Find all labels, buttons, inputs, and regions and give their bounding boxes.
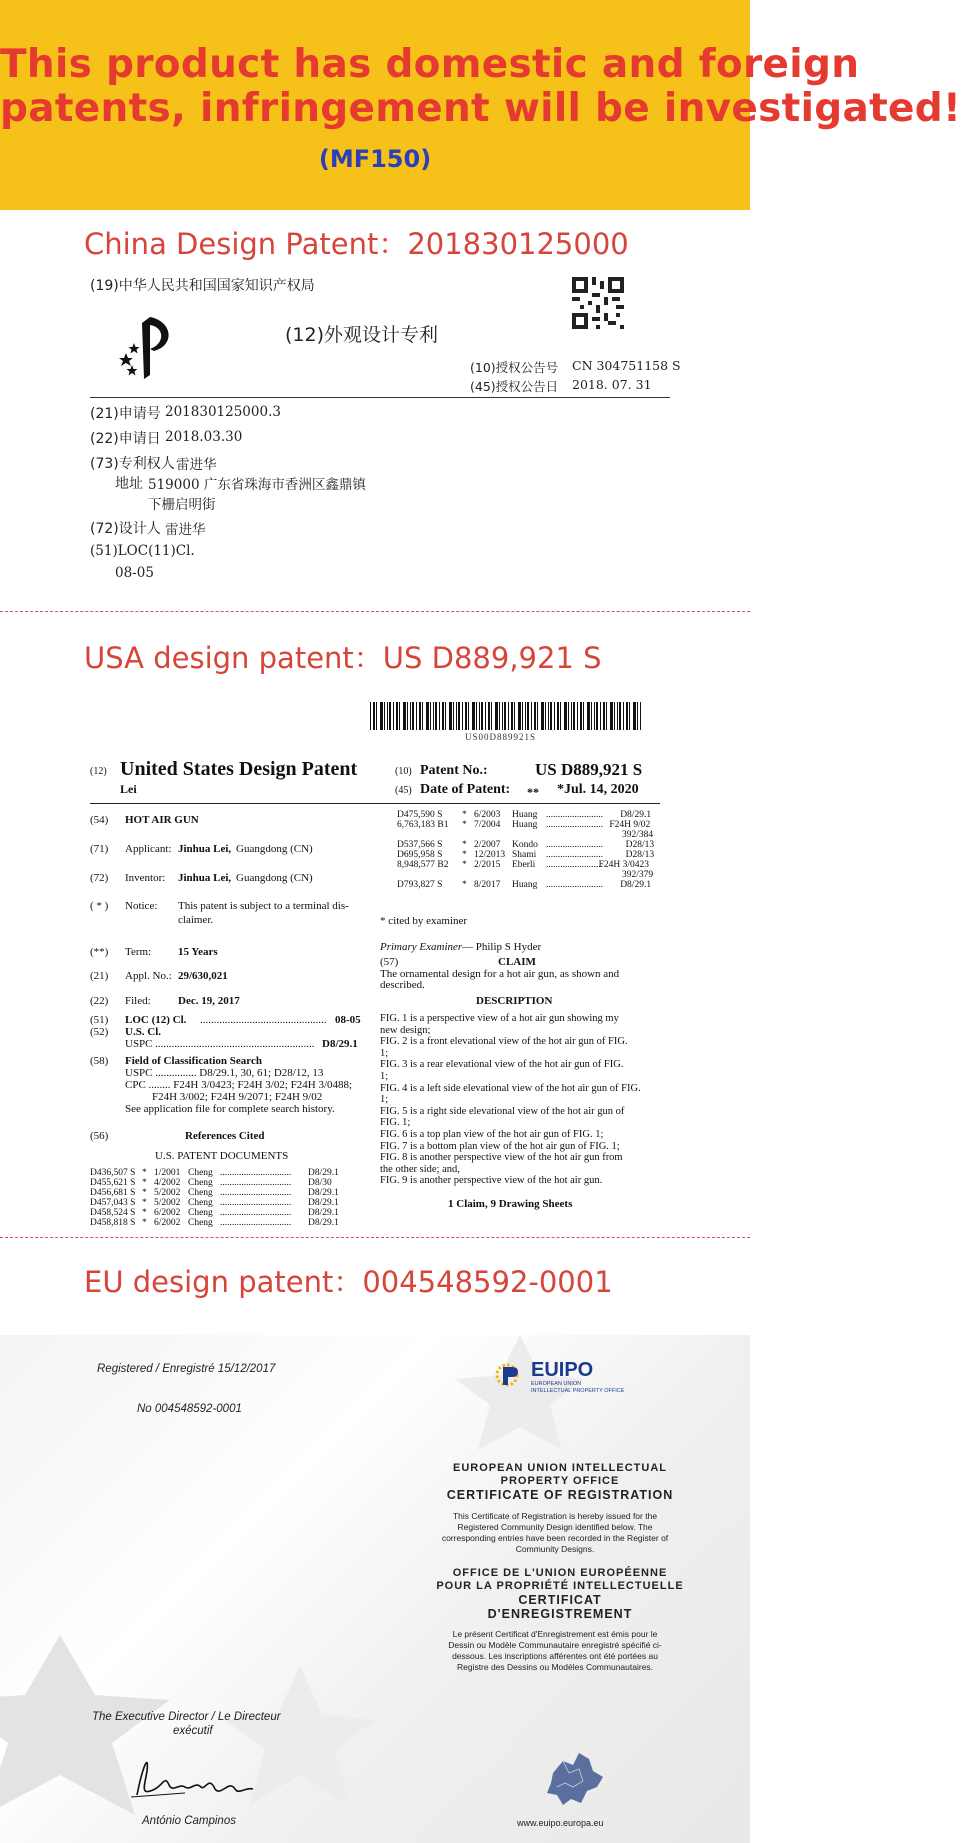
- ref-class: D8/29.1: [308, 1218, 339, 1228]
- cited-note: * cited by examiner: [380, 915, 468, 927]
- patentee-label: (73)专利权人: [90, 456, 175, 472]
- description-line: 1;: [380, 1094, 389, 1106]
- ref-name: Eberli: [512, 860, 536, 870]
- ref-leader: ........................: [546, 860, 603, 870]
- warning-banner: [0, 0, 961, 210]
- uspc-value: D8/29.1: [322, 1038, 358, 1050]
- ref-star: *: [142, 1178, 147, 1188]
- term-label: Term:: [125, 946, 152, 958]
- term-value: 15 Years: [178, 946, 218, 958]
- ref-class: F24H 9/02: [609, 820, 651, 830]
- china-doc-type: (12)外观设计专利: [285, 324, 439, 346]
- ref-number: D793,827 S: [397, 880, 443, 890]
- en-body: This Certificate of Registration is hereby issued for the Registered Community Design identified below. The corresponding entries have been recorded in the Register of Community Designs.: [441, 1511, 669, 1554]
- description-line: FIG. 1 is a perspective view of a hot air gun showing my: [380, 1013, 619, 1024]
- date-value: *Jul. 14, 2020: [557, 782, 639, 797]
- usa-section-title: USA design patent：US D889,921 S: [84, 641, 602, 675]
- eu-certificate: [0, 1335, 750, 1843]
- ref-name: Huang: [512, 810, 538, 820]
- ref-class: D28/13: [625, 850, 655, 860]
- notice-label: Notice:: [125, 900, 158, 912]
- inventor-location: Guangdong (CN): [236, 872, 313, 884]
- field-code: (21): [90, 970, 109, 982]
- field-code: (**): [90, 946, 109, 958]
- ref-leader: ..............................: [220, 1198, 292, 1208]
- ref-leader: ........................: [546, 880, 603, 890]
- notice-text: This patent is subject to a terminal dis-: [178, 900, 349, 912]
- description-line: FIG. 7 is a bottom plan view of the hot air gun of FIG. 1;: [380, 1140, 620, 1152]
- ref-leader: ..............................: [220, 1188, 292, 1198]
- director-title-2: exécutif: [173, 1725, 213, 1737]
- appl-no-label: Appl. No.:: [125, 970, 172, 982]
- designer: 雷进华: [165, 522, 206, 538]
- ref-name: Cheng: [188, 1178, 213, 1188]
- claim-text: described.: [380, 979, 425, 991]
- ref-date: 5/2002: [154, 1188, 181, 1198]
- euipo-wordmark: EUIPO: [531, 1359, 594, 1381]
- inventor-label: Inventor:: [125, 872, 166, 884]
- ref-number: D458,524 S: [90, 1208, 136, 1218]
- ref-number: D695,958 S: [397, 850, 443, 860]
- ref-date: 1/2001: [154, 1168, 181, 1178]
- field-code: (22): [90, 995, 109, 1007]
- ref-star: *: [462, 850, 467, 860]
- field-code: (58): [90, 1055, 109, 1067]
- director-title-1: The Executive Director / Le Directeur: [92, 1711, 281, 1723]
- ref-date: 2/2015: [474, 860, 501, 870]
- applicant-name: Jinhua Lei,: [178, 843, 232, 855]
- ref-class: D8/29.1: [308, 1168, 339, 1178]
- ref-star: *: [142, 1198, 147, 1208]
- eu-map-icon: [533, 1743, 613, 1813]
- description-line: 1;: [380, 1047, 389, 1059]
- ref-leader: ..............................: [220, 1168, 292, 1178]
- ref-date: 5/2002: [154, 1198, 181, 1208]
- section-divider: [0, 1237, 750, 1238]
- cnipa-logo-icon: [120, 315, 178, 381]
- ref-number: D457,043 S: [90, 1198, 136, 1208]
- ref-name: Cheng: [188, 1218, 213, 1228]
- ref-class: D8/30: [308, 1178, 332, 1188]
- ref-name: Cheng: [188, 1198, 213, 1208]
- ref-class: D8/29.1: [620, 810, 652, 820]
- ref-class-sub: 392/379: [622, 870, 654, 880]
- address-line-2: 下栅启明街: [148, 497, 216, 513]
- kind-code: (12): [90, 766, 107, 777]
- ref-date: 4/2002: [154, 1178, 181, 1188]
- patent-no: US D889,921 S: [535, 760, 643, 779]
- ref-name: Cheng: [188, 1168, 213, 1178]
- description-line: FIG. 1;: [380, 1117, 411, 1129]
- barcode-number: US00D889921S: [465, 732, 537, 742]
- inventor-name: Jinhua Lei,: [178, 872, 232, 884]
- field-search-label: Field of Classification Search: [125, 1055, 262, 1067]
- date-marker: **: [527, 785, 539, 799]
- loc-label: (51)LOC(11)Cl.: [90, 543, 195, 559]
- description-line: FIG. 9 is another perspective view of the hot air gun.: [380, 1175, 603, 1187]
- en-heading-2: PROPERTY OFFICE: [500, 1475, 620, 1487]
- ref-number: 8,948,577 B2: [397, 860, 449, 870]
- inventor-short: Lei: [120, 782, 137, 796]
- description-line: FIG. 8 is another perspective view of the hot air gun from: [380, 1152, 623, 1164]
- euipo-website: www.euipo.europa.eu: [517, 1818, 604, 1828]
- banner-line-1: This product has domestic and foreign: [0, 42, 860, 87]
- field-search-line: F24H 3/002; F24H 9/2071; F24H 9/02: [152, 1091, 323, 1103]
- description-heading: DESCRIPTION: [476, 995, 553, 1007]
- ref-number: D537,566 S: [397, 840, 443, 850]
- ref-star: *: [462, 820, 467, 830]
- ref-date: 8/2017: [474, 880, 501, 890]
- description-line: 1;: [380, 1071, 389, 1082]
- euipo-sub-2: INTELLECTUAL PROPERTY OFFICE: [531, 1388, 625, 1394]
- loc-value: 08-05: [115, 565, 154, 581]
- ref-date: 12/2013: [474, 850, 506, 860]
- euipo-logo: [493, 1357, 653, 1397]
- app-no: 201830125000.3: [165, 404, 281, 420]
- signature-icon: [125, 1745, 265, 1805]
- app-date: 2018.03.30: [165, 429, 243, 445]
- grant-date-label: (45)授权公告日: [470, 379, 559, 394]
- document-title: United States Design Patent: [120, 758, 358, 780]
- patent-no-code: (10): [395, 766, 412, 777]
- loc-value: 08-05: [335, 1014, 361, 1026]
- usa-patent-document: US00D889921S (12) United States Design Patent Lei (10) Patent No.: US D889,921 S (45) Date of Patent: ** *Jul. 14, 2020 (54) HOT AIR GUN (71) Applicant: Jinhua Lei, Guangdong (CN) (72) Inventor: Jinhua Lei, Guangdong (CN) ( * ) Notice: This patent is subject to a terminal dis- claimer. (**) Term: 15 Years (21) Appl. No.: 29/630,021 (22) Filed: Dec. 19, 2017 (51) LOC (12) Cl. .............................................. 08-05 (52) U.S. Cl. USPC .......................................................... D8/29.1 (58) Field of Classification Search USPC ............... D8/29.1, 30, 61; D28/12, 13 CPC ........ F24H 3/0423; F24H 3/02; F24H 3/0488; F24H 3/002; F24H 9/2071; F24H 9/02 See application file for complete search history. (56) References Cited U.S. PATENT DOCUMENTS D436,507 S * 1/2001 Cheng .............................. D8/29.1 D455,621 S * 4/2002 Cheng .............................. D8/30 D456,681 S * 5/2002 Cheng .............................. D8/29.1 D457,043 S * 5/2002 Cheng .............................. D8/29.1 D458,524 S * 6/2002 Cheng .............................. D8/29.1 D458,818 S * 6/2002 Cheng .............................. D8/29.1 D475,590 S * 6/2003 Huang ........................ D8/29.1 6,763,183 B1 * 7/2004 Huang ........................ F24H 9/02 392/384 D537,566 S * 2/2007 Kondo ........................ D28/13 D695,958 S * 12/2013 Shami ........................ D28/13 8,948,577 B2 * 2/2015 Eberli ........................ F24H 3/0423 392/379 D793,827 S * 8/2017 Huang ........................ D8/29.1 * cited by examiner Primary Examiner — Philip S Hyder (57) CLAIM The ornamental design for a hot air gun, as shown and described. DESCRIPTION FIG. 1 is a perspective view of a hot air gun showing my new design; FIG. 2 is a front elevational view of the hot air gun of FIG. 1; FIG. 3 is a rear elevational view of the hot air gun of FIG. 1; FIG. 4 is a left side elevational view of the hot air gun of FIG. 1; FIG. 5 is a right side elevational view of the hot air gun of FIG. 1; FIG. 6 is a top plan view of the hot air gun of FIG. 1; FIG. 7 is a bottom plan view of the hot air gun of FIG. 1; FIG. 8 is another perspective view of the hot air gun from the other side; and, FIG. 9 is another perspective view of the hot air gun. 1 Claim, 9 Drawing Sheets: [90, 690, 660, 1210]
- en-heading-1: EUROPEAN UNION INTELLECTUAL: [453, 1462, 667, 1474]
- euipo-emblem-icon: [493, 1359, 523, 1393]
- ref-name: Kondo: [512, 840, 538, 850]
- ref-name: Huang: [512, 820, 538, 830]
- ref-star: *: [462, 840, 467, 850]
- date-code: (45): [395, 785, 412, 796]
- signatory-name: António Campinos: [142, 1815, 236, 1827]
- ref-name: Huang: [512, 880, 538, 890]
- field-search-line: See application file for complete search history.: [125, 1103, 335, 1115]
- section-divider: [0, 611, 750, 612]
- header-rule: [90, 803, 660, 804]
- description-line: FIG. 4 is a left side elevational view of the hot air gun of FIG.: [380, 1082, 641, 1094]
- qr-code-icon: [572, 277, 624, 329]
- ref-leader: ........................: [546, 850, 603, 860]
- ref-star: *: [462, 860, 467, 870]
- ref-date: 7/2004: [474, 820, 501, 830]
- ref-star: *: [142, 1218, 147, 1228]
- appl-no: 29/630,021: [178, 970, 228, 982]
- ref-class: F24H 3/0423: [598, 860, 650, 870]
- fr-heading-3: CERTIFICAT: [518, 1593, 602, 1607]
- us-docs-heading: U.S. PATENT DOCUMENTS: [155, 1150, 289, 1162]
- applicant-label: Applicant:: [125, 843, 172, 855]
- ref-class: D8/29.1: [308, 1198, 339, 1208]
- ref-class-sub: 392/384: [622, 830, 654, 840]
- applicant-location: Guangdong (CN): [236, 843, 313, 855]
- ref-name: Shami: [512, 850, 537, 860]
- ref-star: *: [142, 1188, 147, 1198]
- notice-text: claimer.: [178, 914, 214, 926]
- description-line: FIG. 3 is a rear elevational view of the hot air gun of FIG.: [380, 1059, 624, 1071]
- barcode-icon: [370, 702, 645, 730]
- en-heading-3: CERTIFICATE OF REGISTRATION: [446, 1488, 674, 1502]
- ref-name: Cheng: [188, 1188, 213, 1198]
- ref-number: D475,590 S: [397, 810, 443, 820]
- ref-number: D436,507 S: [90, 1168, 136, 1178]
- claims-summary: 1 Claim, 9 Drawing Sheets: [448, 1198, 573, 1210]
- field-search-line: USPC ............... D8/29.1, 30, 61; D28/12, 13: [125, 1067, 324, 1079]
- examiner-label: Primary Examiner: [380, 941, 463, 953]
- grant-no: CN 304751158 S: [572, 358, 681, 373]
- ref-class: D8/29.1: [308, 1188, 339, 1198]
- fr-heading-4: D'ENREGISTREMENT: [487, 1607, 633, 1621]
- claim-heading: CLAIM: [498, 956, 536, 968]
- app-date-label: (22)申请日: [90, 431, 161, 447]
- address-line-1: 519000 广东省珠海市香洲区鑫鼎镇: [148, 477, 366, 493]
- ref-name: Cheng: [188, 1208, 213, 1218]
- ref-number: D455,621 S: [90, 1178, 136, 1188]
- fr-heading-2: POUR LA PROPRIÉTÉ INTELLECTUELLE: [436, 1580, 684, 1592]
- field-code: (56): [90, 1130, 109, 1142]
- field-code: (51): [90, 1014, 109, 1026]
- field-code: ( * ): [90, 900, 109, 912]
- ref-star: *: [462, 810, 467, 820]
- ref-class: D28/13: [625, 840, 655, 850]
- ref-date: 6/2003: [474, 810, 501, 820]
- grant-no-label: (10)授权公告号: [470, 360, 559, 375]
- field-code: (71): [90, 843, 109, 855]
- uspc-label: USPC: [125, 1038, 153, 1050]
- field-search-line: CPC ........ F24H 3/0423; F24H 3/02; F24H 3/0488;: [125, 1079, 353, 1091]
- ref-star: *: [462, 880, 467, 890]
- filed-date: Dec. 19, 2017: [178, 995, 240, 1007]
- ref-number: 6,763,183 B1: [397, 820, 449, 830]
- grant-date: 2018. 07. 31: [572, 377, 652, 392]
- title-field: HOT AIR GUN: [125, 814, 199, 826]
- china-rule: [90, 397, 670, 398]
- ref-date: 6/2002: [154, 1208, 181, 1218]
- patent-no-label: Patent No.:: [420, 763, 488, 778]
- ref-date: 2/2007: [474, 840, 501, 850]
- loc-label: LOC (12) Cl.: [125, 1014, 187, 1026]
- description-line: FIG. 2 is a front elevational view of the hot air gun of FIG.: [380, 1036, 628, 1048]
- ref-leader: ........................: [546, 840, 603, 850]
- ref-leader: ........................: [546, 820, 603, 830]
- ref-star: *: [142, 1168, 147, 1178]
- description-line: the other side; and,: [380, 1163, 460, 1175]
- ref-number: D456,681 S: [90, 1188, 136, 1198]
- ref-date: 6/2002: [154, 1218, 181, 1228]
- euipo-sub-1: EUROPEAN UNION: [531, 1381, 582, 1387]
- field-code: (57): [380, 956, 399, 968]
- eu-section-title: EU design patent：004548592-0001: [84, 1265, 613, 1299]
- us-cl-label: U.S. Cl.: [125, 1026, 162, 1038]
- field-code: (54): [90, 814, 109, 826]
- banner-line-2: patents, infringement will be investigated!: [0, 86, 961, 131]
- designer-label: (72)设计人: [90, 521, 161, 537]
- china-patent-document: [0, 265, 750, 605]
- registered-date: Registered / Enregistré 15/12/2017: [97, 1363, 276, 1375]
- fr-body: Le présent Certificat d'Enregistrement est émis pour le Dessin ou Modèle Communautaire enregistré spécifié ci-dessous. Les inscriptions afférentes ont été portées au Registre des Dessins ou Modèles Communautaires.: [448, 1629, 662, 1672]
- ref-class: D8/29.1: [308, 1208, 339, 1218]
- date-label: Date of Patent:: [420, 782, 511, 797]
- references-heading: References Cited: [185, 1130, 265, 1142]
- field-code: (52): [90, 1026, 109, 1038]
- ref-number: D458,818 S: [90, 1218, 136, 1228]
- description-line: new design;: [380, 1024, 431, 1036]
- ref-leader: ..............................: [220, 1208, 292, 1218]
- app-no-label: (21)申请号: [90, 406, 161, 422]
- ref-leader: ..............................: [220, 1218, 292, 1228]
- registration-number: No 004548592-0001: [137, 1403, 242, 1415]
- claim-text: The ornamental design for a hot air gun, as shown and: [380, 968, 620, 980]
- filed-label: Filed:: [125, 995, 151, 1007]
- model-number: (MF150): [318, 145, 432, 173]
- ref-leader: ..............................: [220, 1178, 292, 1188]
- china-office: (19)中华人民共和国国家知识产权局: [90, 278, 315, 294]
- fr-heading-1: OFFICE DE L'UNION EUROPÉENNE: [452, 1567, 668, 1579]
- patentee: 雷进华: [176, 457, 217, 473]
- ref-class: D8/29.1: [620, 880, 652, 890]
- description-line: FIG. 6 is a top plan view of the hot air gun of FIG. 1;: [380, 1129, 604, 1140]
- field-code: (72): [90, 872, 109, 884]
- address-label: 地址: [115, 476, 143, 492]
- china-section-title: China Design Patent：201830125000: [84, 227, 629, 261]
- examiner-name: — Philip S Hyder: [462, 941, 542, 953]
- description-line: FIG. 5 is a right side elevational view of the hot air gun of: [380, 1105, 625, 1117]
- ref-leader: ........................: [546, 810, 603, 820]
- ref-star: *: [142, 1208, 147, 1218]
